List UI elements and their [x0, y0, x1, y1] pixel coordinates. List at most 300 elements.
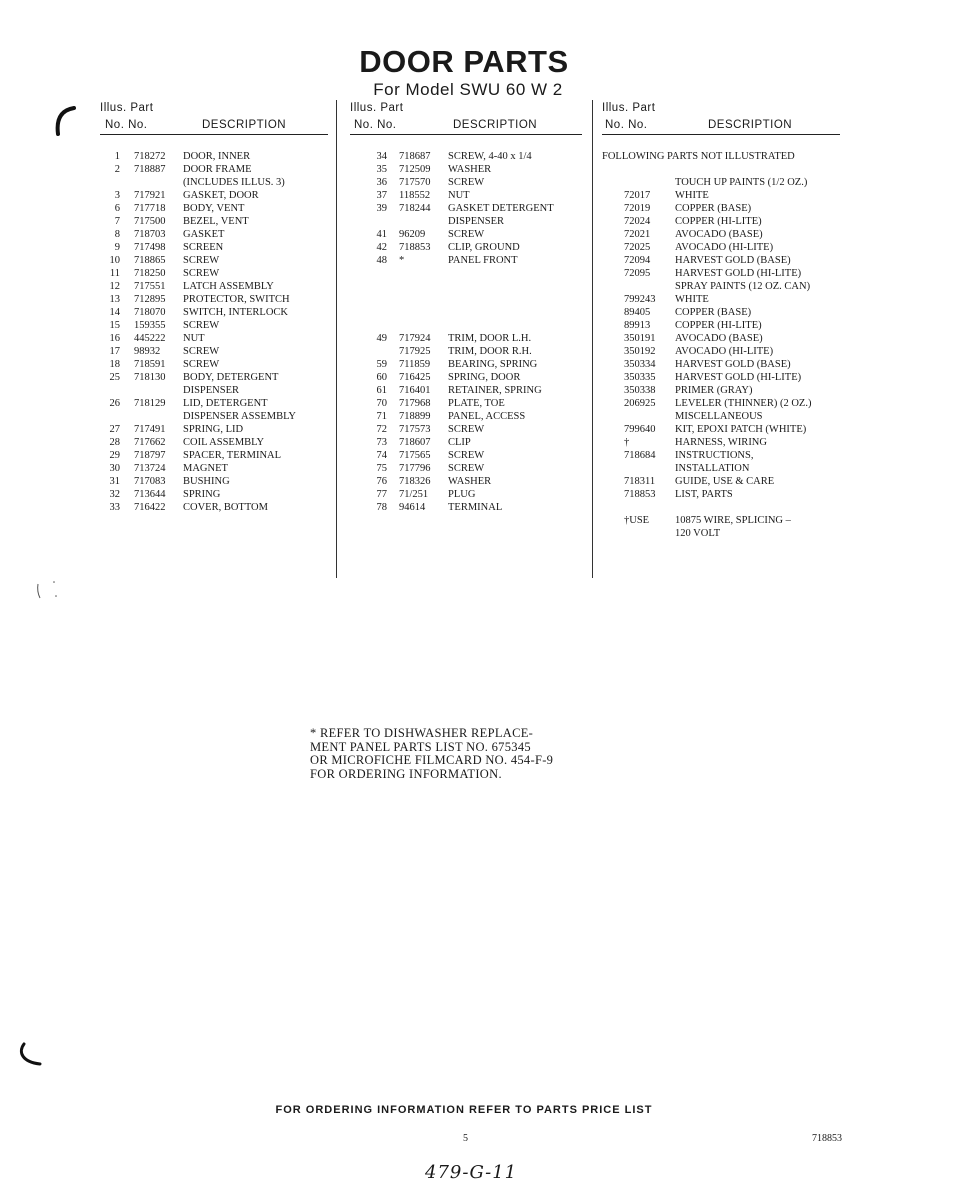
- parts-row: [100, 176, 328, 189]
- illus-number: 78: [376, 502, 387, 513]
- parts-row: [100, 150, 328, 163]
- parts-column-2: [350, 100, 582, 513]
- parts-row: [350, 280, 582, 293]
- part-description: CLIP, GROUND: [448, 242, 520, 253]
- header-illus-part: Illus. Part: [350, 102, 404, 114]
- part-number: 717924: [399, 333, 431, 344]
- parts-row: [602, 475, 840, 488]
- part-description: COIL ASSEMBLY: [183, 437, 265, 448]
- part-number: 72095: [624, 268, 651, 279]
- parts-row: [100, 280, 328, 293]
- part-description: SPRING: [183, 489, 221, 500]
- illus-number: 2: [114, 164, 120, 175]
- part-number: 717565: [399, 450, 431, 461]
- binder-hole-mark-bottom: [16, 1040, 46, 1070]
- part-number: 98932: [134, 346, 161, 357]
- notice-line: * REFER TO DISHWASHER REPLACE-: [310, 726, 534, 740]
- part-description: SCREW: [448, 450, 485, 461]
- part-number: 717718: [134, 203, 166, 214]
- illus-number: 3: [114, 190, 120, 201]
- part-number: 96209: [399, 229, 426, 240]
- part-description: NUT: [448, 190, 470, 201]
- part-description: RETAINER, SPRING: [448, 385, 542, 396]
- illus-number: 12: [109, 281, 120, 292]
- header-illus-part: Illus. Part: [602, 102, 656, 114]
- parts-row: [602, 306, 840, 319]
- part-number: 718703: [134, 229, 166, 240]
- parts-row: [100, 371, 328, 384]
- parts-row: [100, 228, 328, 241]
- parts-row: [350, 228, 582, 241]
- part-description: BEARING, SPRING: [448, 359, 538, 370]
- part-description: PANEL, ACCESS: [448, 411, 526, 422]
- part-description: PLUG: [448, 489, 476, 500]
- part-description: SCREW: [448, 177, 485, 188]
- part-description: HARVEST GOLD (HI-LITE): [675, 268, 802, 279]
- part-number: 206925: [624, 398, 656, 409]
- illus-number: 35: [376, 164, 387, 175]
- part-description: PRIMER (GRAY): [675, 385, 753, 396]
- parts-row: [602, 397, 840, 410]
- parts-row: [602, 254, 840, 267]
- part-description: SPACER, TERMINAL: [183, 450, 282, 461]
- parts-row: [350, 306, 582, 319]
- parts-row: [350, 150, 582, 163]
- illus-number: 17: [109, 346, 120, 357]
- part-number: 799640: [624, 424, 656, 435]
- part-number: 717570: [399, 177, 431, 188]
- part-description: BODY, VENT: [183, 203, 245, 214]
- part-number: 718687: [399, 151, 431, 162]
- part-number: 72019: [624, 203, 651, 214]
- replacement-panel-notice: [310, 727, 610, 781]
- notice-line: OR MICROFICHE FILMCARD NO. 454-F-9: [310, 753, 554, 767]
- parts-row: [602, 358, 840, 371]
- part-number: 717921: [134, 190, 166, 201]
- parts-row: [602, 384, 840, 397]
- illus-number: 30: [109, 463, 120, 474]
- illus-number: 61: [376, 385, 387, 396]
- parts-row: [602, 189, 840, 202]
- parts-row: [100, 189, 328, 202]
- part-description: HARVEST GOLD (BASE): [675, 255, 791, 266]
- illus-number: 39: [376, 203, 387, 214]
- parts-row: [602, 280, 840, 293]
- parts-row: [602, 215, 840, 228]
- parts-row: [100, 462, 328, 475]
- part-number: 718244: [399, 203, 431, 214]
- part-description: AVOCADO (BASE): [675, 333, 763, 344]
- illus-number: 32: [109, 489, 120, 500]
- parts-row: [100, 397, 328, 410]
- parts-row: [100, 267, 328, 280]
- parts-row: [602, 436, 840, 449]
- header-description: DESCRIPTION: [202, 119, 287, 131]
- part-number: 717551: [134, 281, 166, 292]
- part-number: 72025: [624, 242, 651, 253]
- part-number: 718853: [399, 242, 431, 253]
- parts-row: [350, 293, 582, 306]
- parts-row: [602, 423, 840, 436]
- part-number: 717925: [399, 346, 431, 357]
- parts-row: [350, 475, 582, 488]
- part-description: 120 VOLT: [675, 528, 721, 539]
- part-number: 718070: [134, 307, 166, 318]
- page-title: DOOR PARTS: [359, 44, 569, 79]
- part-description: COPPER (BASE): [675, 307, 752, 318]
- part-description: LEVELER (THINNER) (2 OZ.): [675, 398, 812, 409]
- part-number: 717573: [399, 424, 431, 435]
- parts-row: [100, 475, 328, 488]
- part-description: AVOCADO (BASE): [675, 229, 763, 240]
- parts-row: [350, 332, 582, 345]
- part-description: COPPER (BASE): [675, 203, 752, 214]
- part-description: SCREW: [183, 320, 220, 331]
- illus-number: 48: [376, 255, 387, 266]
- part-description: KIT, EPOXI PATCH (WHITE): [675, 424, 807, 435]
- part-description: WASHER: [448, 476, 492, 487]
- part-number: 718272: [134, 151, 166, 162]
- part-description: AVOCADO (HI-LITE): [675, 242, 774, 253]
- illus-number: 7: [114, 216, 120, 227]
- part-number: *: [399, 255, 405, 266]
- parts-row: [350, 189, 582, 202]
- illus-number: 71: [376, 411, 387, 422]
- parts-row: [350, 410, 582, 423]
- part-number: 350338: [624, 385, 656, 396]
- part-description: HARVEST GOLD (HI-LITE): [675, 372, 802, 383]
- notice-line: MENT PANEL PARTS LIST NO. 675345: [310, 739, 531, 754]
- illus-number: 15: [109, 320, 120, 331]
- part-number: 718250: [134, 268, 166, 279]
- part-number: 118552: [399, 190, 431, 201]
- part-number: 718129: [134, 398, 166, 409]
- part-description: 10875 WIRE, SPLICING –: [675, 515, 791, 526]
- part-number: 716401: [399, 385, 431, 396]
- parts-row: [350, 202, 582, 215]
- parts-row: [350, 215, 582, 228]
- part-description: SCREW: [183, 359, 220, 370]
- illus-number: 8: [114, 229, 120, 240]
- parts-row: [100, 202, 328, 215]
- part-description: BODY, DETERGENT: [183, 372, 279, 383]
- parts-row: [350, 345, 582, 358]
- illus-number: 49: [376, 333, 387, 344]
- parts-row: [100, 319, 328, 332]
- part-number: 718684: [624, 450, 656, 461]
- parts-row: [602, 410, 840, 423]
- illus-number: 16: [109, 333, 120, 344]
- part-number: 350192: [624, 346, 656, 357]
- illus-number: 72: [376, 424, 387, 435]
- document-number: 718853: [812, 1133, 842, 1144]
- part-description: TRIM, DOOR R.H.: [448, 346, 532, 357]
- illus-number: 26: [109, 398, 120, 409]
- part-description: HARVEST GOLD (BASE): [675, 359, 791, 370]
- part-description: PROTECTOR, SWITCH: [183, 294, 290, 305]
- scan-speck-mark: [34, 576, 64, 604]
- parts-row: [350, 358, 582, 371]
- part-number: 718887: [134, 164, 166, 175]
- parts-row: [100, 332, 328, 345]
- part-description: AVOCADO (HI-LITE): [675, 346, 774, 357]
- parts-row: [100, 215, 328, 228]
- part-number: 71/251: [399, 489, 429, 500]
- handwritten-note: 479-G-11: [425, 1162, 518, 1183]
- column-header: [350, 100, 582, 135]
- part-description: INSTALLATION: [675, 463, 750, 474]
- parts-rows: [350, 150, 582, 514]
- part-number: 350335: [624, 372, 656, 383]
- part-number: 718607: [399, 437, 431, 448]
- part-number: 72021: [624, 229, 651, 240]
- part-number: 445222: [134, 333, 166, 344]
- part-description: PANEL FRONT: [448, 255, 518, 266]
- illus-number: 59: [376, 359, 387, 370]
- part-number: 717500: [134, 216, 166, 227]
- part-description: WHITE: [675, 294, 709, 305]
- part-description: SCREW: [448, 463, 485, 474]
- parts-row: [602, 202, 840, 215]
- parts-row: [100, 410, 328, 423]
- illus-number: 6: [114, 203, 120, 214]
- illus-number: 60: [376, 372, 387, 383]
- part-number: 711859: [399, 359, 431, 370]
- parts-row: [350, 436, 582, 449]
- parts-row: [602, 514, 840, 527]
- part-description: GASKET: [183, 229, 225, 240]
- part-number: 718899: [399, 411, 431, 422]
- illus-number: 74: [376, 450, 387, 461]
- illus-number: 37: [376, 190, 387, 201]
- parts-row: [100, 306, 328, 319]
- parts-rows: [602, 150, 840, 540]
- part-description: SPRAY PAINTS (12 OZ. CAN): [675, 281, 811, 292]
- part-number: 718130: [134, 372, 166, 383]
- parts-row: [100, 436, 328, 449]
- part-description: PLATE, TOE: [448, 398, 505, 409]
- parts-row: [100, 501, 328, 514]
- illus-number: 25: [109, 372, 120, 383]
- binder-hole-mark-top: [52, 104, 78, 138]
- part-description: DOOR, INNER: [183, 151, 251, 162]
- illus-number: 76: [376, 476, 387, 487]
- part-description: SCREW: [183, 268, 220, 279]
- parts-row: [602, 319, 840, 332]
- part-description: TOUCH UP PAINTS (1/2 OZ.): [675, 177, 808, 188]
- header-description: DESCRIPTION: [453, 119, 538, 131]
- illus-number: 41: [376, 229, 387, 240]
- parts-row: [100, 423, 328, 436]
- part-description: SWITCH, INTERLOCK: [183, 307, 288, 318]
- part-number: †: [624, 437, 630, 448]
- column-header: [100, 100, 328, 135]
- column-divider: [336, 100, 337, 578]
- parts-row: [602, 462, 840, 475]
- page-subtitle: For Model SWU 60 W 2: [373, 80, 563, 99]
- part-description: GASKET DETERGENT: [448, 203, 554, 214]
- part-description: LIST, PARTS: [675, 489, 733, 500]
- parts-row: [100, 488, 328, 501]
- header-no-no: No. No.: [605, 119, 648, 131]
- part-description: COPPER (HI-LITE): [675, 320, 762, 331]
- parts-row: [100, 293, 328, 306]
- parts-row: [602, 501, 840, 514]
- part-number: 716425: [399, 372, 431, 383]
- part-number: 718865: [134, 255, 166, 266]
- header-description: DESCRIPTION: [708, 119, 793, 131]
- illus-number: 10: [109, 255, 120, 266]
- part-description: TRIM, DOOR L.H.: [448, 333, 532, 344]
- part-number: 94614: [399, 502, 426, 513]
- part-description: BUSHING: [183, 476, 230, 487]
- illus-number: 34: [376, 151, 387, 162]
- part-number: 713644: [134, 489, 166, 500]
- part-number: 717662: [134, 437, 166, 448]
- parts-row: [350, 176, 582, 189]
- part-description: MISCELLANEOUS: [675, 411, 763, 422]
- part-description: SPRING, DOOR: [448, 372, 521, 383]
- illus-number: 33: [109, 502, 120, 513]
- parts-row: [100, 241, 328, 254]
- illus-number: 77: [376, 489, 387, 500]
- part-number: 89405: [624, 307, 651, 318]
- part-number: 159355: [134, 320, 166, 331]
- illus-number: 11: [109, 268, 120, 279]
- part-description: WASHER: [448, 164, 492, 175]
- part-number: 72017: [624, 190, 651, 201]
- parts-row: [602, 176, 840, 189]
- parts-row: [602, 228, 840, 241]
- parts-row: [350, 423, 582, 436]
- part-description: MAGNET: [183, 463, 228, 474]
- part-number: 718326: [399, 476, 431, 487]
- parts-row: [350, 371, 582, 384]
- part-number: 717498: [134, 242, 166, 253]
- illus-number: 14: [109, 307, 120, 318]
- illus-number: 13: [109, 294, 120, 305]
- part-description: HARNESS, WIRING: [675, 437, 767, 448]
- column-divider: [592, 100, 593, 578]
- illus-number: 27: [109, 424, 120, 435]
- part-description: (INCLUDES ILLUS. 3): [183, 177, 285, 188]
- illus-number: 31: [109, 476, 120, 487]
- part-number: 712509: [399, 164, 431, 175]
- part-description: CLIP: [448, 437, 471, 448]
- part-description: SCREW: [448, 424, 485, 435]
- ordering-footer: FOR ORDERING INFORMATION REFER TO PARTS PRICE LIST: [275, 1104, 653, 1116]
- illus-number: 36: [376, 177, 387, 188]
- part-description: LID, DETERGENT: [183, 398, 268, 409]
- parts-row: [602, 163, 840, 176]
- part-description: GUIDE, USE & CARE: [675, 476, 775, 487]
- part-number: 72094: [624, 255, 651, 266]
- parts-row: [602, 488, 840, 501]
- part-number: 717491: [134, 424, 166, 435]
- parts-row: [100, 358, 328, 371]
- part-description: BEZEL, VENT: [183, 216, 249, 227]
- part-description: SCREW: [183, 255, 220, 266]
- part-number: 713724: [134, 463, 166, 474]
- part-description: SCREEN: [183, 242, 224, 253]
- part-description: DISPENSER: [448, 216, 505, 227]
- part-number: 718797: [134, 450, 166, 461]
- part-number: 89913: [624, 320, 651, 331]
- parts-row: [350, 397, 582, 410]
- part-number: 717796: [399, 463, 431, 474]
- illus-number: 73: [376, 437, 387, 448]
- parts-row: [350, 462, 582, 475]
- part-number: 717968: [399, 398, 431, 409]
- part-number: †USE: [624, 515, 650, 526]
- parts-row: [100, 163, 328, 176]
- parts-row: [350, 449, 582, 462]
- illus-number: 75: [376, 463, 387, 474]
- parts-row: [602, 449, 840, 462]
- parts-row: [350, 488, 582, 501]
- parts-row: [602, 345, 840, 358]
- part-description: DISPENSER: [183, 385, 240, 396]
- parts-row: [602, 332, 840, 345]
- page-number: 5: [463, 1133, 468, 1144]
- part-number: 718591: [134, 359, 166, 370]
- part-description: DOOR FRAME: [183, 164, 252, 175]
- parts-column-3: [602, 100, 840, 539]
- illus-number: 42: [376, 242, 387, 253]
- header-no-no: No. No.: [354, 119, 397, 131]
- part-description: FOLLOWING PARTS NOT ILLUSTRATED: [602, 151, 795, 162]
- part-description: SCREW, 4-40 x 1/4: [448, 151, 532, 162]
- illus-number: 1: [114, 151, 120, 162]
- part-description: SPRING, LID: [183, 424, 244, 435]
- part-description: COVER, BOTTOM: [183, 502, 268, 513]
- part-description: SCREW: [448, 229, 485, 240]
- part-description: GASKET, DOOR: [183, 190, 259, 201]
- part-number: 718311: [624, 476, 656, 487]
- part-description: WHITE: [675, 190, 709, 201]
- parts-row: [602, 371, 840, 384]
- parts-row: [100, 449, 328, 462]
- parts-rows: [100, 150, 328, 514]
- illus-number: 28: [109, 437, 120, 448]
- notice-line: FOR ORDERING INFORMATION.: [310, 766, 502, 781]
- part-description: DISPENSER ASSEMBLY: [183, 411, 297, 422]
- parts-row: [100, 384, 328, 397]
- parts-row: [350, 163, 582, 176]
- part-description: COPPER (HI-LITE): [675, 216, 762, 227]
- part-number: 72024: [624, 216, 651, 227]
- parts-row: [602, 241, 840, 254]
- parts-row: [602, 267, 840, 280]
- parts-row: [100, 345, 328, 358]
- part-number: 350191: [624, 333, 656, 344]
- parts-column-1: [100, 100, 328, 513]
- part-number: 716422: [134, 502, 166, 513]
- parts-row: [350, 384, 582, 397]
- parts-row: [100, 254, 328, 267]
- illus-number: 70: [376, 398, 387, 409]
- parts-row: [350, 501, 582, 514]
- part-number: 717083: [134, 476, 166, 487]
- part-number: 799243: [624, 294, 656, 305]
- header-no-no: No. No.: [105, 119, 148, 131]
- illus-number: 9: [114, 242, 120, 253]
- parts-row: [350, 254, 582, 267]
- parts-row: [602, 150, 840, 163]
- part-description: INSTRUCTIONS,: [675, 450, 754, 461]
- part-number: 712895: [134, 294, 166, 305]
- part-number: 718853: [624, 489, 656, 500]
